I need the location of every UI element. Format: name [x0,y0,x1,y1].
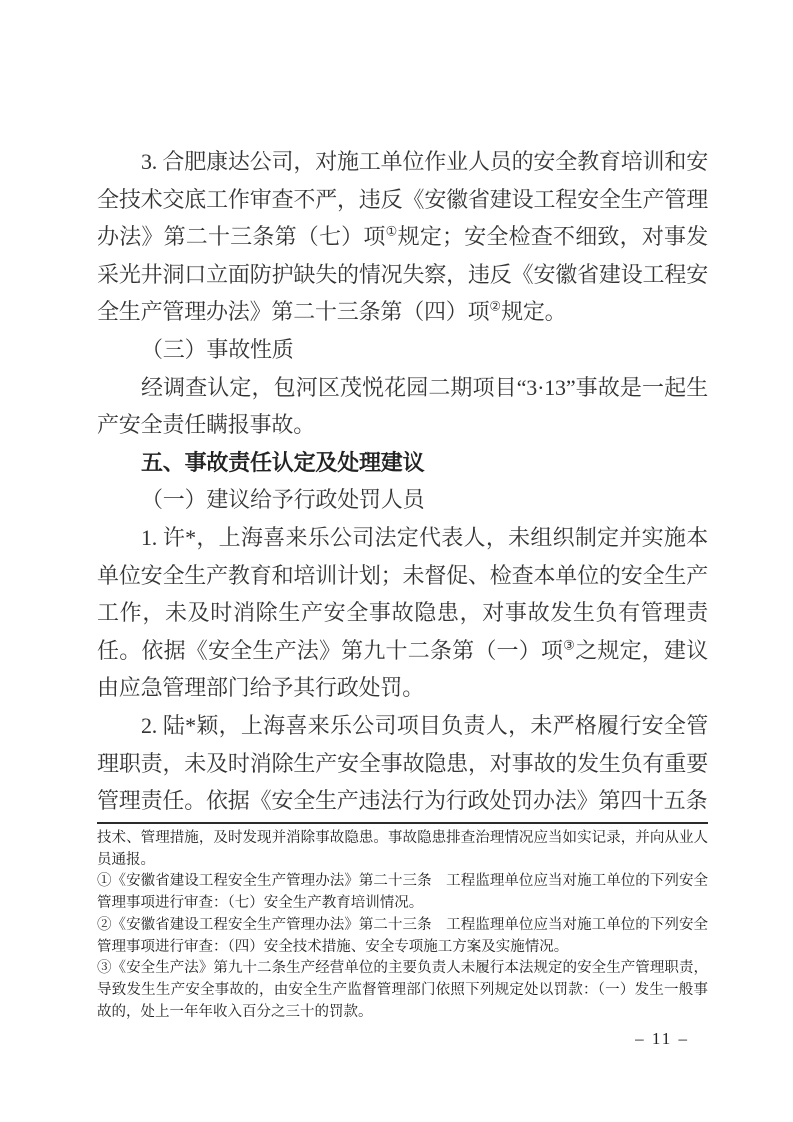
section-heading [97,444,708,482]
paragraph [97,369,708,444]
document-body [97,143,708,820]
footnote-list [97,828,708,1023]
footnote-section [97,822,708,1023]
text-run: （一）建议给予行政处罚人员 [141,487,425,513]
text-run: ③《安全生产法》第九十二条生产经营单位的主要负责人未履行本法规定的安全生产管理职责，导致发生生产安全事故的，由安全生产监督管理部门依照下列规定处以罚款：（一）发生一般事故的，处上一年年收入百分之三十的罚款。 [97,960,708,1020]
paragraph [97,481,708,519]
text-run: 之规定，建议由应急管理部门给予其行政处罚。 [97,637,708,701]
page-number: – 11 – [635,1029,689,1048]
footnote-reference-mark: ③ [563,637,576,653]
footnote-divider [97,822,708,824]
paragraph [97,143,708,331]
text-run: 规定。 [501,299,567,325]
text-run: 技术、管理措施，及时发现并消除事故隐患。事故隐患排查治理情况应当如实记录，并向从业人员通报。 [97,830,708,868]
text-run: 1. 许*，上海喜来乐公司法定代表人，未组织制定并实施本单位安全生产教育和培训计划；未督促、检查本单位的安全生产工作，未及时消除生产安全事故隐患，对事故发生负有管理责任。依据《安全生产法》第九十二条第（一）项 [97,524,708,663]
footnote [97,915,708,958]
text-run: 五、事故责任认定及处理建议 [141,449,425,475]
footnote [97,958,708,1023]
paragraph [97,331,708,369]
text-run: 规定；安全检查不细致，对事发采光井洞口立面防护缺失的情况失察，违反《安徽省建设工程安全生产管理办法》第二十三条第（四）项 [97,224,709,325]
text-run: 2. 陆*颖，上海喜来乐公司项目负责人，未严格履行安全管理职责，未及时消除生产安全事故隐患，对事故的发生负有重要管理责任。依据《安全生产违法行为行政处罚办法》第四十五条 [97,712,708,814]
text-run: 3. 合肥康达公司，对施工单位作业人员的安全教育培训和安全技术交底工作审查不严，违反《安徽省建设工程安全生产管理办法》第二十三条第（七）项 [97,149,708,250]
text-run: 经调查认定，包河区茂悦花园二期项目“3·13”事故是一起生产安全责任瞒报事故。 [97,374,708,438]
footnote [97,828,708,871]
footnote [97,871,708,914]
footnote-reference-mark: ① [385,223,398,239]
paragraph [97,519,708,707]
text-run: （三）事故性质 [141,336,294,362]
text-run: ②《安徽省建设工程安全生产管理办法》第二十三条 工程监理单位应当对施工单位的下列安全管理事项进行审查：（四）安全技术措施、安全专项施工方案及实施情况。 [97,916,708,955]
text-run: ①《安徽省建设工程安全生产管理办法》第二十三条 工程监理单位应当对施工单位的下列安全管理事项进行审查：（七）安全生产教育培训情况。 [97,873,708,912]
paragraph [97,707,708,820]
footnote-reference-mark: ② [489,299,502,315]
